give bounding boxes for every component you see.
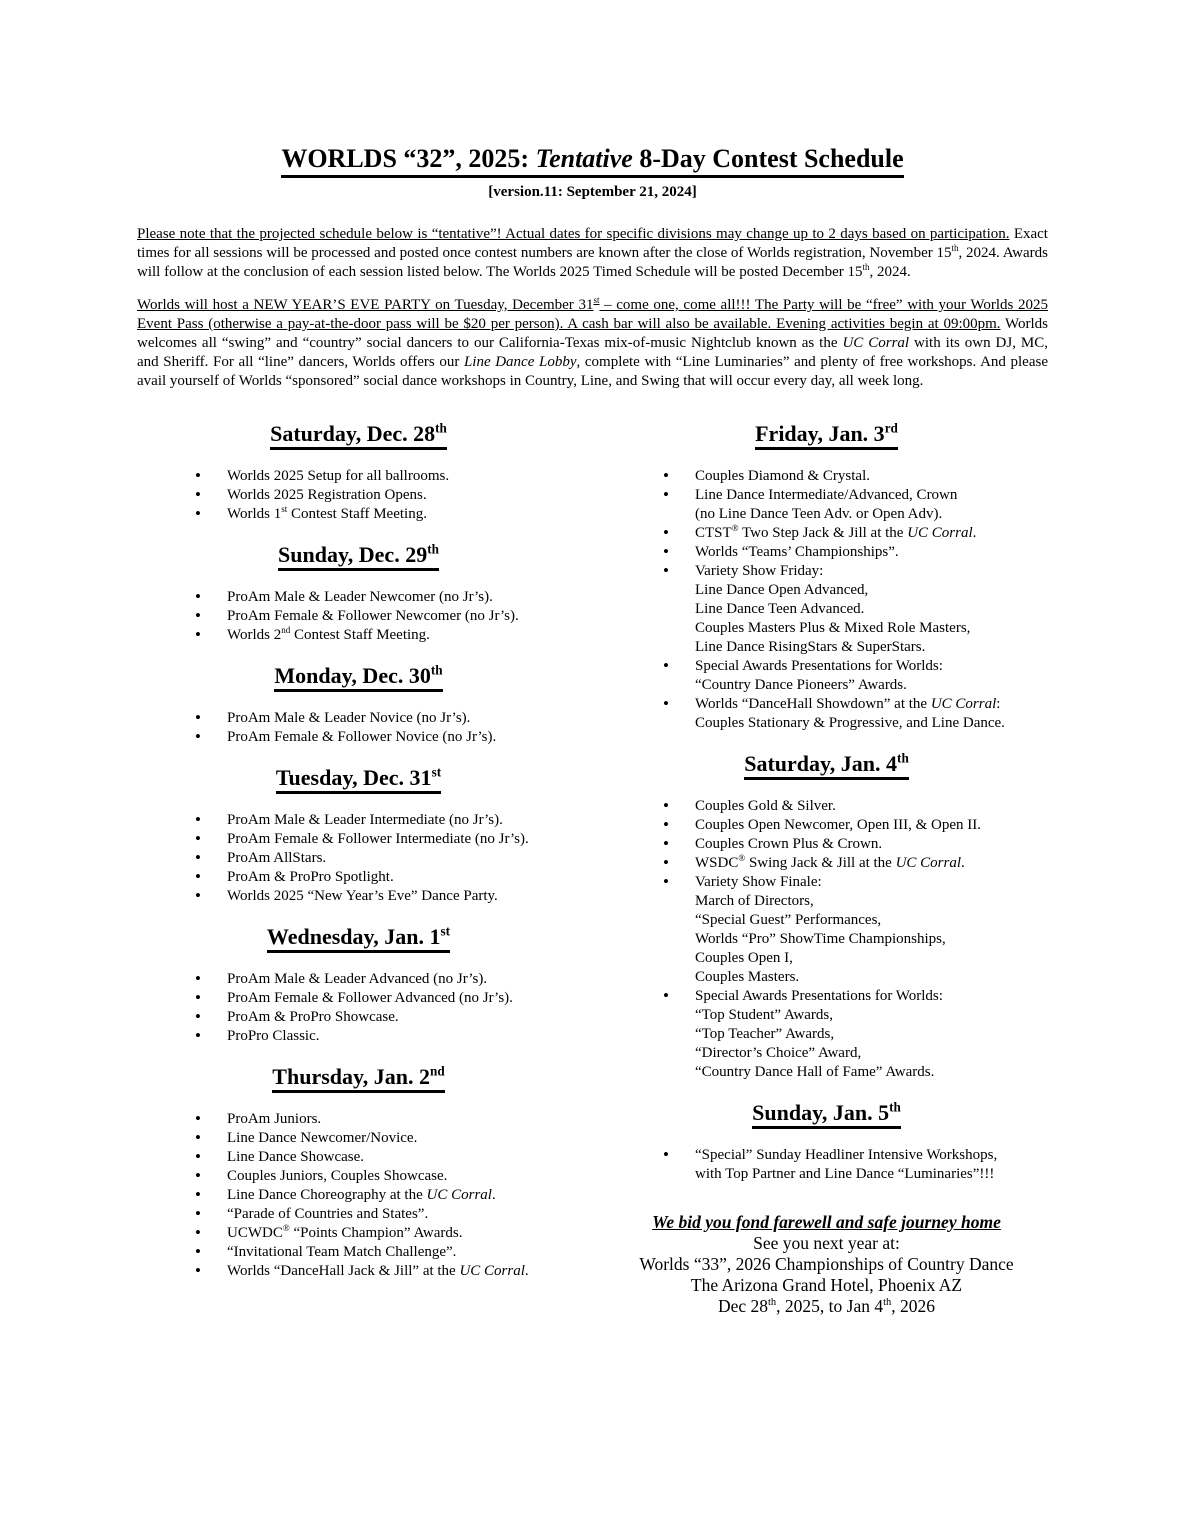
bullet-icon: • (195, 586, 201, 606)
schedule-list (605, 1146, 1048, 1184)
schedule-item: • ProAm Male & Leader Novice (no Jr’s). (195, 707, 471, 727)
nye-party-paragraph: Worlds will host a NEW YEAR’S EVE PARTY on Tuesday, December 31st – come one, come all!!! The Party will be “free” with your Worlds 2025 Event Pass (otherwise a pay-at-the-door pass will be $20 per person). A cash bar will also be available. Evening activities begin at 09:00pm. Worlds welcomes all “swing” and “country” social dancers to our California-Texas mix-of-music Nightclub known as the UC Corral with its own DJ, MC, and Sheriff. For all “line” dancers, Worlds offers our Line Dance Lobby, complete with “Line Luminaries” and plenty of free workshops. And please avail yourself of Worlds “sponsored” social dance workshops in Country, Line, and Swing that will occur every day, all week long. (137, 294, 1049, 389)
schedule-item: • ProAm Male & Leader Advanced (no Jr’s). (195, 968, 488, 988)
bullet-icon: • (195, 1108, 201, 1128)
bullet-icon: • (663, 693, 669, 713)
bullet-icon: • (195, 503, 201, 523)
bullet-icon: • (663, 1144, 669, 1164)
closing-line: Worlds “33”, 2026 Championships of Country Dance (639, 1253, 1014, 1274)
schedule-list (137, 588, 580, 645)
schedule-item: • Line Dance Newcomer/Novice. (195, 1127, 418, 1147)
bullet-icon: • (195, 987, 201, 1007)
day-heading-text: Sunday, Jan. 5th (752, 1100, 901, 1129)
schedule-list (137, 970, 580, 1046)
schedule-columns (137, 403, 1048, 1317)
bullet-icon: • (195, 1260, 201, 1280)
bullet-icon: • (663, 871, 669, 891)
day-heading-text: Monday, Dec. 30th (274, 663, 442, 692)
day-heading (137, 542, 580, 571)
day-heading-text: Saturday, Jan. 4th (744, 751, 909, 780)
day-heading (605, 1100, 1048, 1129)
left-column (137, 403, 580, 1317)
schedule-item: • Line Dance Showcase. (195, 1146, 365, 1166)
bullet-icon: • (195, 484, 201, 504)
version-line: [version.11: September 21, 2024] (488, 183, 697, 200)
bullet-icon: • (195, 866, 201, 886)
schedule-item: • Worlds 2nd Contest Staff Meeting. (195, 624, 430, 644)
bullet-icon: • (663, 560, 669, 580)
day-heading (137, 421, 580, 450)
day-heading (137, 1064, 580, 1093)
schedule-item: • Worlds 2025 “New Year’s Eve” Dance Party. (195, 885, 498, 905)
bullet-icon: • (195, 1203, 201, 1223)
schedule-item: • “Special” Sunday Headliner Intensive Workshops, with Top Partner and Line Dance “Luminaries”!!! (663, 1144, 998, 1182)
schedule-item: • Worlds 2025 Setup for all ballrooms. (195, 465, 450, 485)
schedule-item: • Variety Show Friday: Line Dance Open Advanced, Line Dance Teen Advanced. Couples Masters Plus & Mixed Role Masters, Line Dance RisingStars & SuperStars. (663, 560, 971, 655)
bullet-icon: • (663, 541, 669, 561)
schedule-item: • ProAm Female & Follower Novice (no Jr’s). (195, 726, 497, 746)
doc-title (137, 144, 1048, 178)
schedule-item: • Special Awards Presentations for Worlds: “Country Dance Pioneers” Awards. (663, 655, 943, 693)
bullet-icon: • (195, 1025, 201, 1045)
schedule-item: • “Invitational Team Match Challenge”. (195, 1241, 457, 1261)
schedule-item: • Worlds “DanceHall Jack & Jill” at the UC Corral. (195, 1260, 529, 1280)
bullet-icon: • (663, 522, 669, 542)
schedule-item: • ProAm & ProPro Showcase. (195, 1006, 399, 1026)
schedule-list (137, 467, 580, 524)
bullet-icon: • (663, 655, 669, 675)
schedule-item: • Worlds “Teams’ Championships”. (663, 541, 899, 561)
schedule-item: • Line Dance Intermediate/Advanced, Crown (no Line Dance Teen Adv. or Open Adv). (663, 484, 958, 522)
day-heading-text: Friday, Jan. 3rd (755, 421, 898, 450)
closing-line: Dec 28th, 2025, to Jan 4th, 2026 (717, 1295, 936, 1316)
day-heading (137, 765, 580, 794)
day-heading (605, 751, 1048, 780)
schedule-item: • ProAm Female & Follower Intermediate (no Jr’s). (195, 828, 529, 848)
bullet-icon: • (663, 465, 669, 485)
right-column (605, 403, 1048, 1317)
bullet-icon: • (195, 1127, 201, 1147)
bullet-icon: • (195, 1222, 201, 1242)
bullet-icon: • (195, 885, 201, 905)
bullet-icon: • (195, 968, 201, 988)
bullet-icon: • (195, 828, 201, 848)
bullet-icon: • (195, 465, 201, 485)
schedule-list (137, 1110, 580, 1281)
bullet-icon: • (663, 833, 669, 853)
schedule-item: • Couples Diamond & Crystal. (663, 465, 870, 485)
schedule-item: • Couples Juniors, Couples Showcase. (195, 1165, 448, 1185)
day-heading-text: Wednesday, Jan. 1st (267, 924, 450, 953)
closing-block (605, 1212, 1048, 1317)
day-heading (137, 663, 580, 692)
bullet-icon: • (663, 484, 669, 504)
bullet-icon: • (195, 809, 201, 829)
schedule-item: • UCWDC® “Points Champion” Awards. (195, 1222, 463, 1242)
bullet-icon: • (195, 605, 201, 625)
schedule-item: • WSDC® Swing Jack & Jill at the UC Corral. (663, 852, 965, 872)
schedule-item: • ProAm Male & Leader Newcomer (no Jr’s). (195, 586, 493, 606)
closing-line: The Arizona Grand Hotel, Phoenix AZ (690, 1274, 963, 1295)
day-heading-text: Thursday, Jan. 2nd (272, 1064, 444, 1093)
bullet-icon: • (195, 707, 201, 727)
bullet-icon: • (195, 847, 201, 867)
intro-note-paragraph: Please note that the projected schedule below is “tentative”! Actual dates for specific divisions may change up to 2 days based on participation. Exact times for all sessions will be processed and posted once contest numbers are known after the close of Worlds registration, November 15th, 2024. Awards will follow at the conclusion of each session listed below. The Worlds 2025 Timed Schedule will be posted December 15th, 2024. (137, 225, 1049, 280)
schedule-item: • Worlds 1st Contest Staff Meeting. (195, 503, 427, 523)
schedule-item: • ProAm Female & Follower Newcomer (no Jr’s). (195, 605, 519, 625)
day-heading-text: Tuesday, Dec. 31st (276, 765, 441, 794)
bullet-icon: • (663, 985, 669, 1005)
schedule-list (605, 467, 1048, 733)
schedule-item: • ProAm & ProPro Spotlight. (195, 866, 394, 886)
bullet-icon: • (195, 624, 201, 644)
schedule-item: • ProAm Juniors. (195, 1108, 322, 1128)
bullet-icon: • (195, 1165, 201, 1185)
bullet-icon: • (663, 852, 669, 872)
bullet-icon: • (663, 795, 669, 815)
bullet-icon: • (195, 1241, 201, 1261)
bullet-icon: • (195, 726, 201, 746)
doc-title-text: WORLDS “32”, 2025: Tentative 8-Day Contest Schedule (281, 144, 903, 178)
schedule-item: • Variety Show Finale: March of Directors, “Special Guest” Performances, Worlds “Pro” ShowTime Championships, Couples Open I, Couples Masters. (663, 871, 946, 985)
closing-line: See you next year at: (753, 1232, 900, 1253)
schedule-list (137, 811, 580, 906)
schedule-item: • “Parade of Countries and States”. (195, 1203, 429, 1223)
bullet-icon: • (195, 1006, 201, 1026)
schedule-item: • CTST® Two Step Jack & Jill at the UC Corral. (663, 522, 977, 542)
schedule-item: • ProAm Male & Leader Intermediate (no Jr’s). (195, 809, 503, 829)
schedule-item: • Couples Open Newcomer, Open III, & Open II. (663, 814, 981, 834)
schedule-item: • Worlds “DanceHall Showdown” at the UC Corral: Couples Stationary & Progressive, and Line Dance. (663, 693, 1005, 731)
schedule-item: • Special Awards Presentations for Worlds: “Top Student” Awards, “Top Teacher” Awards, “Director’s Choice” Award, “Country Dance Hall of Fame” Awards. (663, 985, 943, 1080)
schedule-list (137, 709, 580, 747)
bullet-icon: • (663, 814, 669, 834)
day-heading-text: Sunday, Dec. 29th (278, 542, 439, 571)
bullet-icon: • (195, 1184, 201, 1204)
schedule-item: • ProAm Female & Follower Advanced (no Jr’s). (195, 987, 513, 1007)
schedule-item: • Worlds 2025 Registration Opens. (195, 484, 427, 504)
day-heading-text: Saturday, Dec. 28th (270, 421, 447, 450)
schedule-item: • Couples Gold & Silver. (663, 795, 836, 815)
schedule-item: • Couples Crown Plus & Crown. (663, 833, 883, 853)
schedule-item: • ProAm AllStars. (195, 847, 327, 867)
day-heading (137, 924, 580, 953)
schedule-list (605, 797, 1048, 1082)
closing-line: We bid you fond farewell and safe journey home (652, 1211, 1001, 1232)
day-heading (605, 421, 1048, 450)
bullet-icon: • (195, 1146, 201, 1166)
schedule-item: • Line Dance Choreography at the UC Corral. (195, 1184, 496, 1204)
schedule-item: • ProPro Classic. (195, 1025, 320, 1045)
